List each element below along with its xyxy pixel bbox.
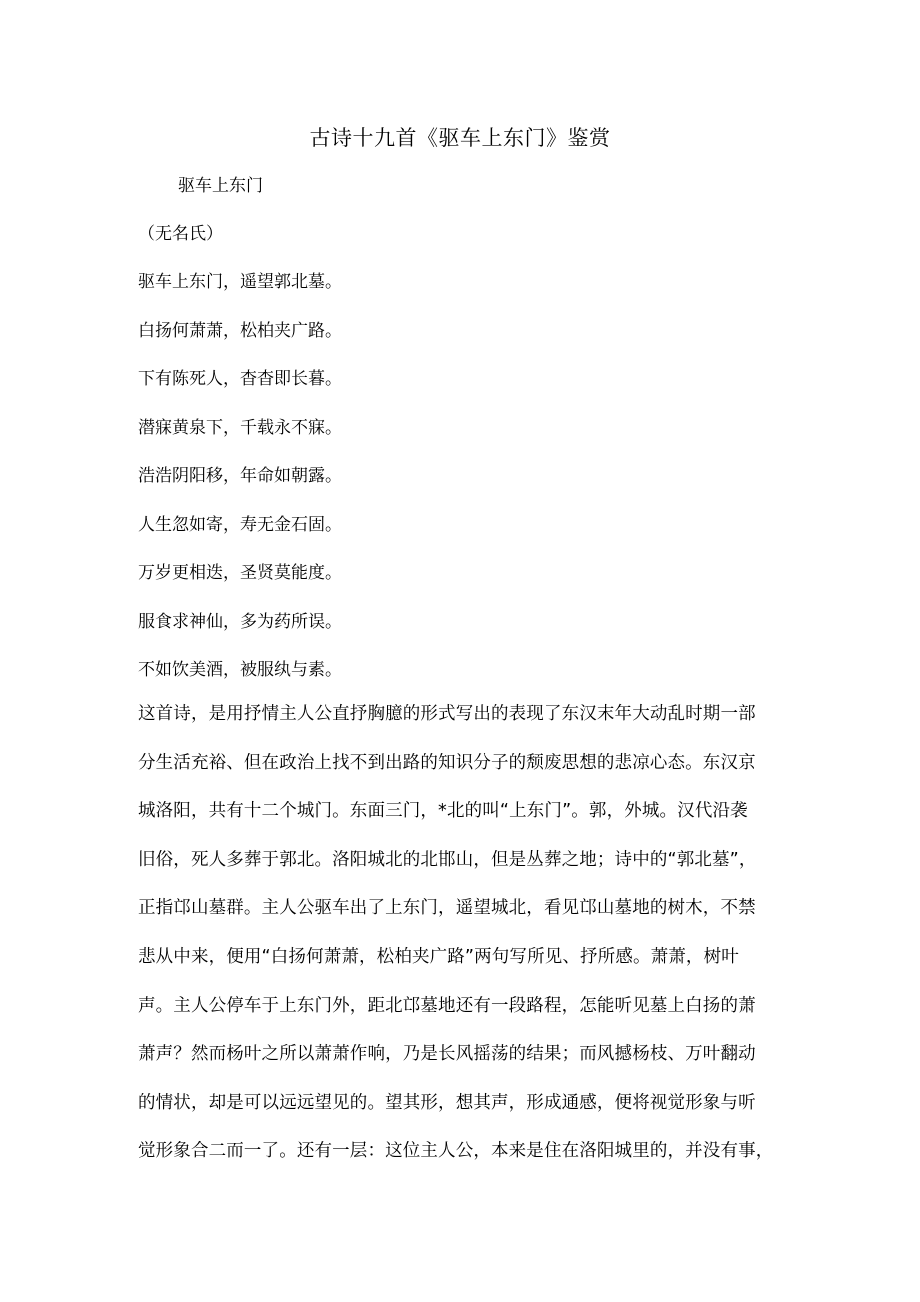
poem-line: 不如饮美酒，被服纨与素。 <box>138 660 342 680</box>
poem-line: 万岁更相迭，圣贤莫能度。 <box>138 563 342 583</box>
commentary-line: 旧俗，死人多葬于郭北。洛阳城北的北邯山，但是丛葬之地；诗中的“郭北墓”， <box>138 849 757 870</box>
commentary-line: 分生活充裕、但在政治上找不到出路的知识分子的颓废思想的悲凉心态。东汉京 <box>138 752 756 773</box>
poem-line: 浩浩阴阳移，年命如朝露。 <box>138 466 342 486</box>
commentary-line: 正指邙山墓群。主人公驱车出了上东门，遥望城北，看见邙山墓地的树木，不禁 <box>138 898 756 919</box>
commentary-line: 萧声？然而杨叶之所以萧萧作响，乃是长风摇荡的结果；而风撼杨枝、万叶翻动 <box>138 1044 756 1065</box>
poem-line: 白扬何萧萧，松柏夹广路。 <box>138 320 342 341</box>
poem-title: 驱车上东门 <box>178 176 263 196</box>
commentary-line: 觉形象合二而一了。还有一层：这位主人公，本来是住在洛阳城里的，并没有事， <box>138 1141 774 1162</box>
poem-author: （无名氏） <box>138 224 223 244</box>
commentary-line: 这首诗，是用抒情主人公直抒胸臆的形式写出的表现了东汉末年大动乱时期一部 <box>138 704 756 724</box>
commentary-paragraph <box>138 702 773 1188</box>
commentary-line: 悲从中来，便用“白扬何萧萧，松柏夹广路”两句写所见、抒所感。萧萧，树叶 <box>138 946 739 967</box>
document-title: 古诗十九首《驱车上东门》鉴赏 <box>309 126 611 150</box>
commentary-line: 声。主人公停车于上东门外，距北邙墓地还有一段路程，怎能听见墓上白扬的萧 <box>138 995 756 1016</box>
poem-body <box>138 270 342 707</box>
poem-line: 下有陈死人，杳杳即长暮。 <box>138 369 342 389</box>
poem-line: 服食求神仙，多为药所误。 <box>138 611 342 632</box>
poem-line: 潜寐黄泉下，千载永不寐。 <box>138 417 342 438</box>
commentary-line: 城洛阳，共有十二个城门。东面三门，*北的叫“上东门”。郭，外城。汉代沿袭 <box>138 801 748 822</box>
poem-line: 驱车上东门，遥望郭北墓。 <box>138 272 342 292</box>
commentary-line: 的情状，却是可以远远望见的。望其形，想其声，形成通感，便将视觉形象与听 <box>138 1092 756 1113</box>
poem-line: 人生忽如寄，寿无金石固。 <box>138 514 342 535</box>
